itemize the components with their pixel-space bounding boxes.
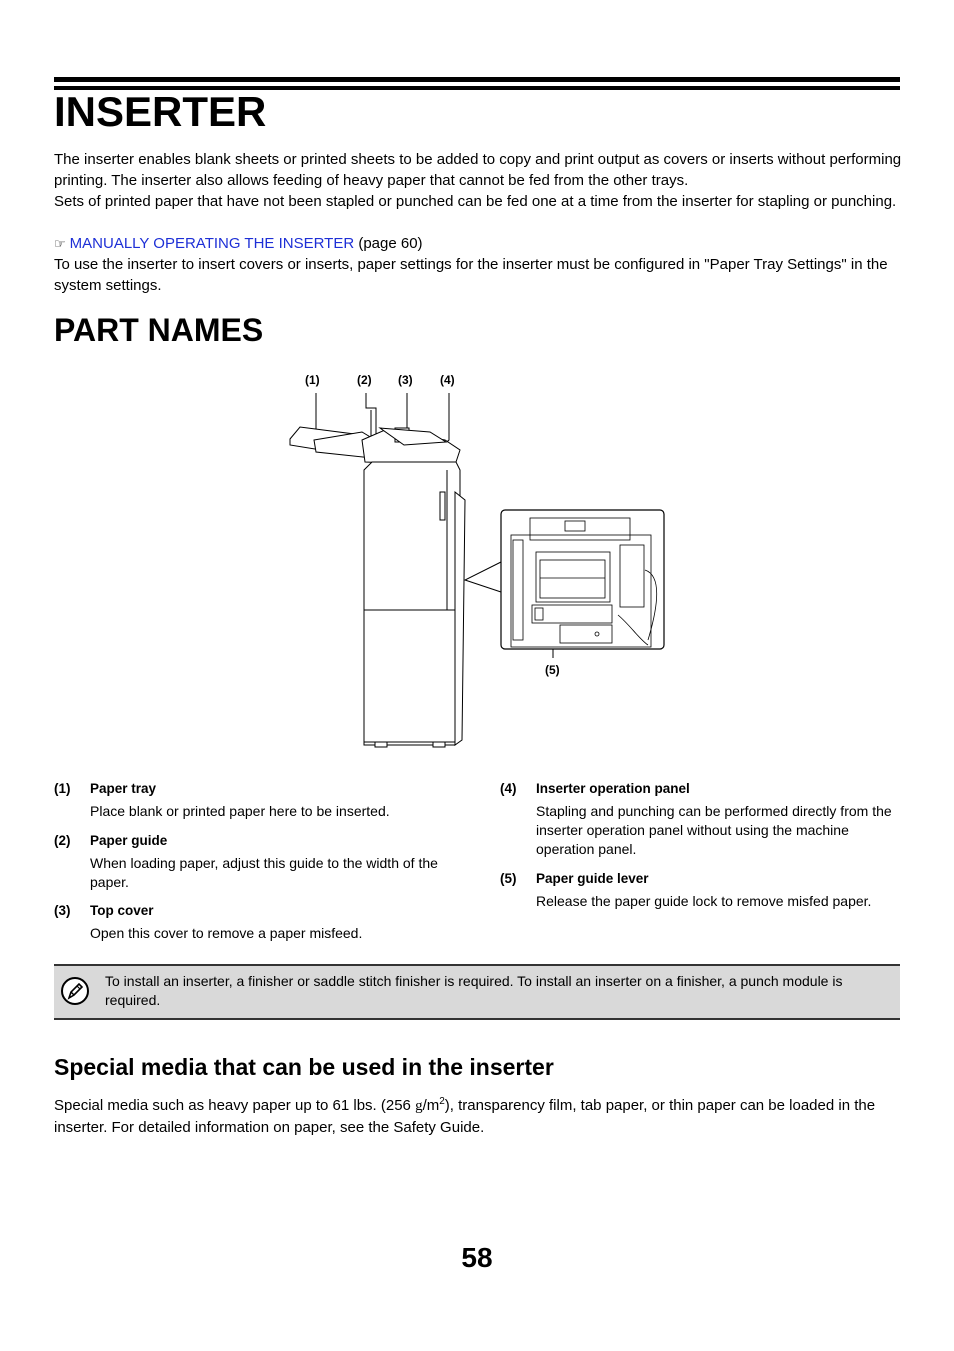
note-box <box>54 964 900 1020</box>
part-item-2 <box>54 831 454 892</box>
callout-1: (1) <box>305 373 320 387</box>
part-name: Inserter operation panel <box>536 781 690 796</box>
part-number: (1) <box>54 781 71 796</box>
callout-2: (2) <box>357 373 372 387</box>
manually-operating-link[interactable]: MANUALLY OPERATING THE INSERTER <box>69 235 355 252</box>
part-number: (2) <box>54 833 71 848</box>
special-media-heading: Special media that can be used in the inserter <box>54 1054 554 1080</box>
part-item-3 <box>54 901 454 943</box>
page-number: 58 <box>461 1242 493 1273</box>
part-description: Release the paper guide lock to remove misfed paper. <box>536 893 872 909</box>
intro-paragraph-2: Sets of printed paper that have not been stapled or punched can be fed one at a time from the inserter for stapling or punching. <box>54 193 897 210</box>
part-description: When loading paper, adjust this guide to the width of the paper. <box>90 855 438 890</box>
part-name: Paper tray <box>90 781 157 796</box>
part-number: (4) <box>500 781 517 796</box>
callout-3: (3) <box>398 373 413 387</box>
intro-paragraph-3: To use the inserter to insert covers or inserts, paper settings for the inserter must be configured in "Paper Tray Settings" in the system settings. <box>54 256 888 294</box>
note-text: To install an inserter, a finisher or saddle stitch finisher is required. To install an inserter on a finisher, a punch module is required. <box>105 973 843 1008</box>
part-name: Top cover <box>90 903 154 918</box>
part-names-heading: PART NAMES <box>54 312 264 348</box>
part-description: Stapling and punching can be performed directly from the inserter operation panel without using the machine operation panel. <box>536 803 892 857</box>
part-name: Paper guide lever <box>536 871 649 886</box>
part-item-5 <box>500 869 900 911</box>
page-title: INSERTER <box>54 88 267 135</box>
reference-page: (page 60) <box>354 235 423 252</box>
part-item-4 <box>500 779 900 859</box>
special-media-paragraph: Special media such as heavy paper up to 61 lbs. (256 $g/m^2$), transparency film, tab paper, or thin paper can be loaded in the inserter. For detailed information on paper, see the Safety Guide. <box>54 1096 876 1136</box>
pointing-hand-icon: ☞ <box>54 236 66 251</box>
part-description: Place blank or printed paper here to be inserted. <box>90 803 390 819</box>
callout-5: (5) <box>545 663 560 677</box>
pencil-note-icon <box>60 976 90 1006</box>
part-name: Paper guide <box>90 833 168 848</box>
part-item-1 <box>54 779 454 821</box>
part-number: (3) <box>54 903 71 918</box>
callout-4: (4) <box>440 373 455 387</box>
part-number: (5) <box>500 871 517 886</box>
part-description: Open this cover to remove a paper misfeed. <box>90 925 363 941</box>
intro-paragraph-1: The inserter enables blank sheets or printed sheets to be added to copy and print output as covers or inserts without performing printing. The inserter also allows feeding of heavy paper that cannot be fed from the other trays. <box>54 151 902 189</box>
